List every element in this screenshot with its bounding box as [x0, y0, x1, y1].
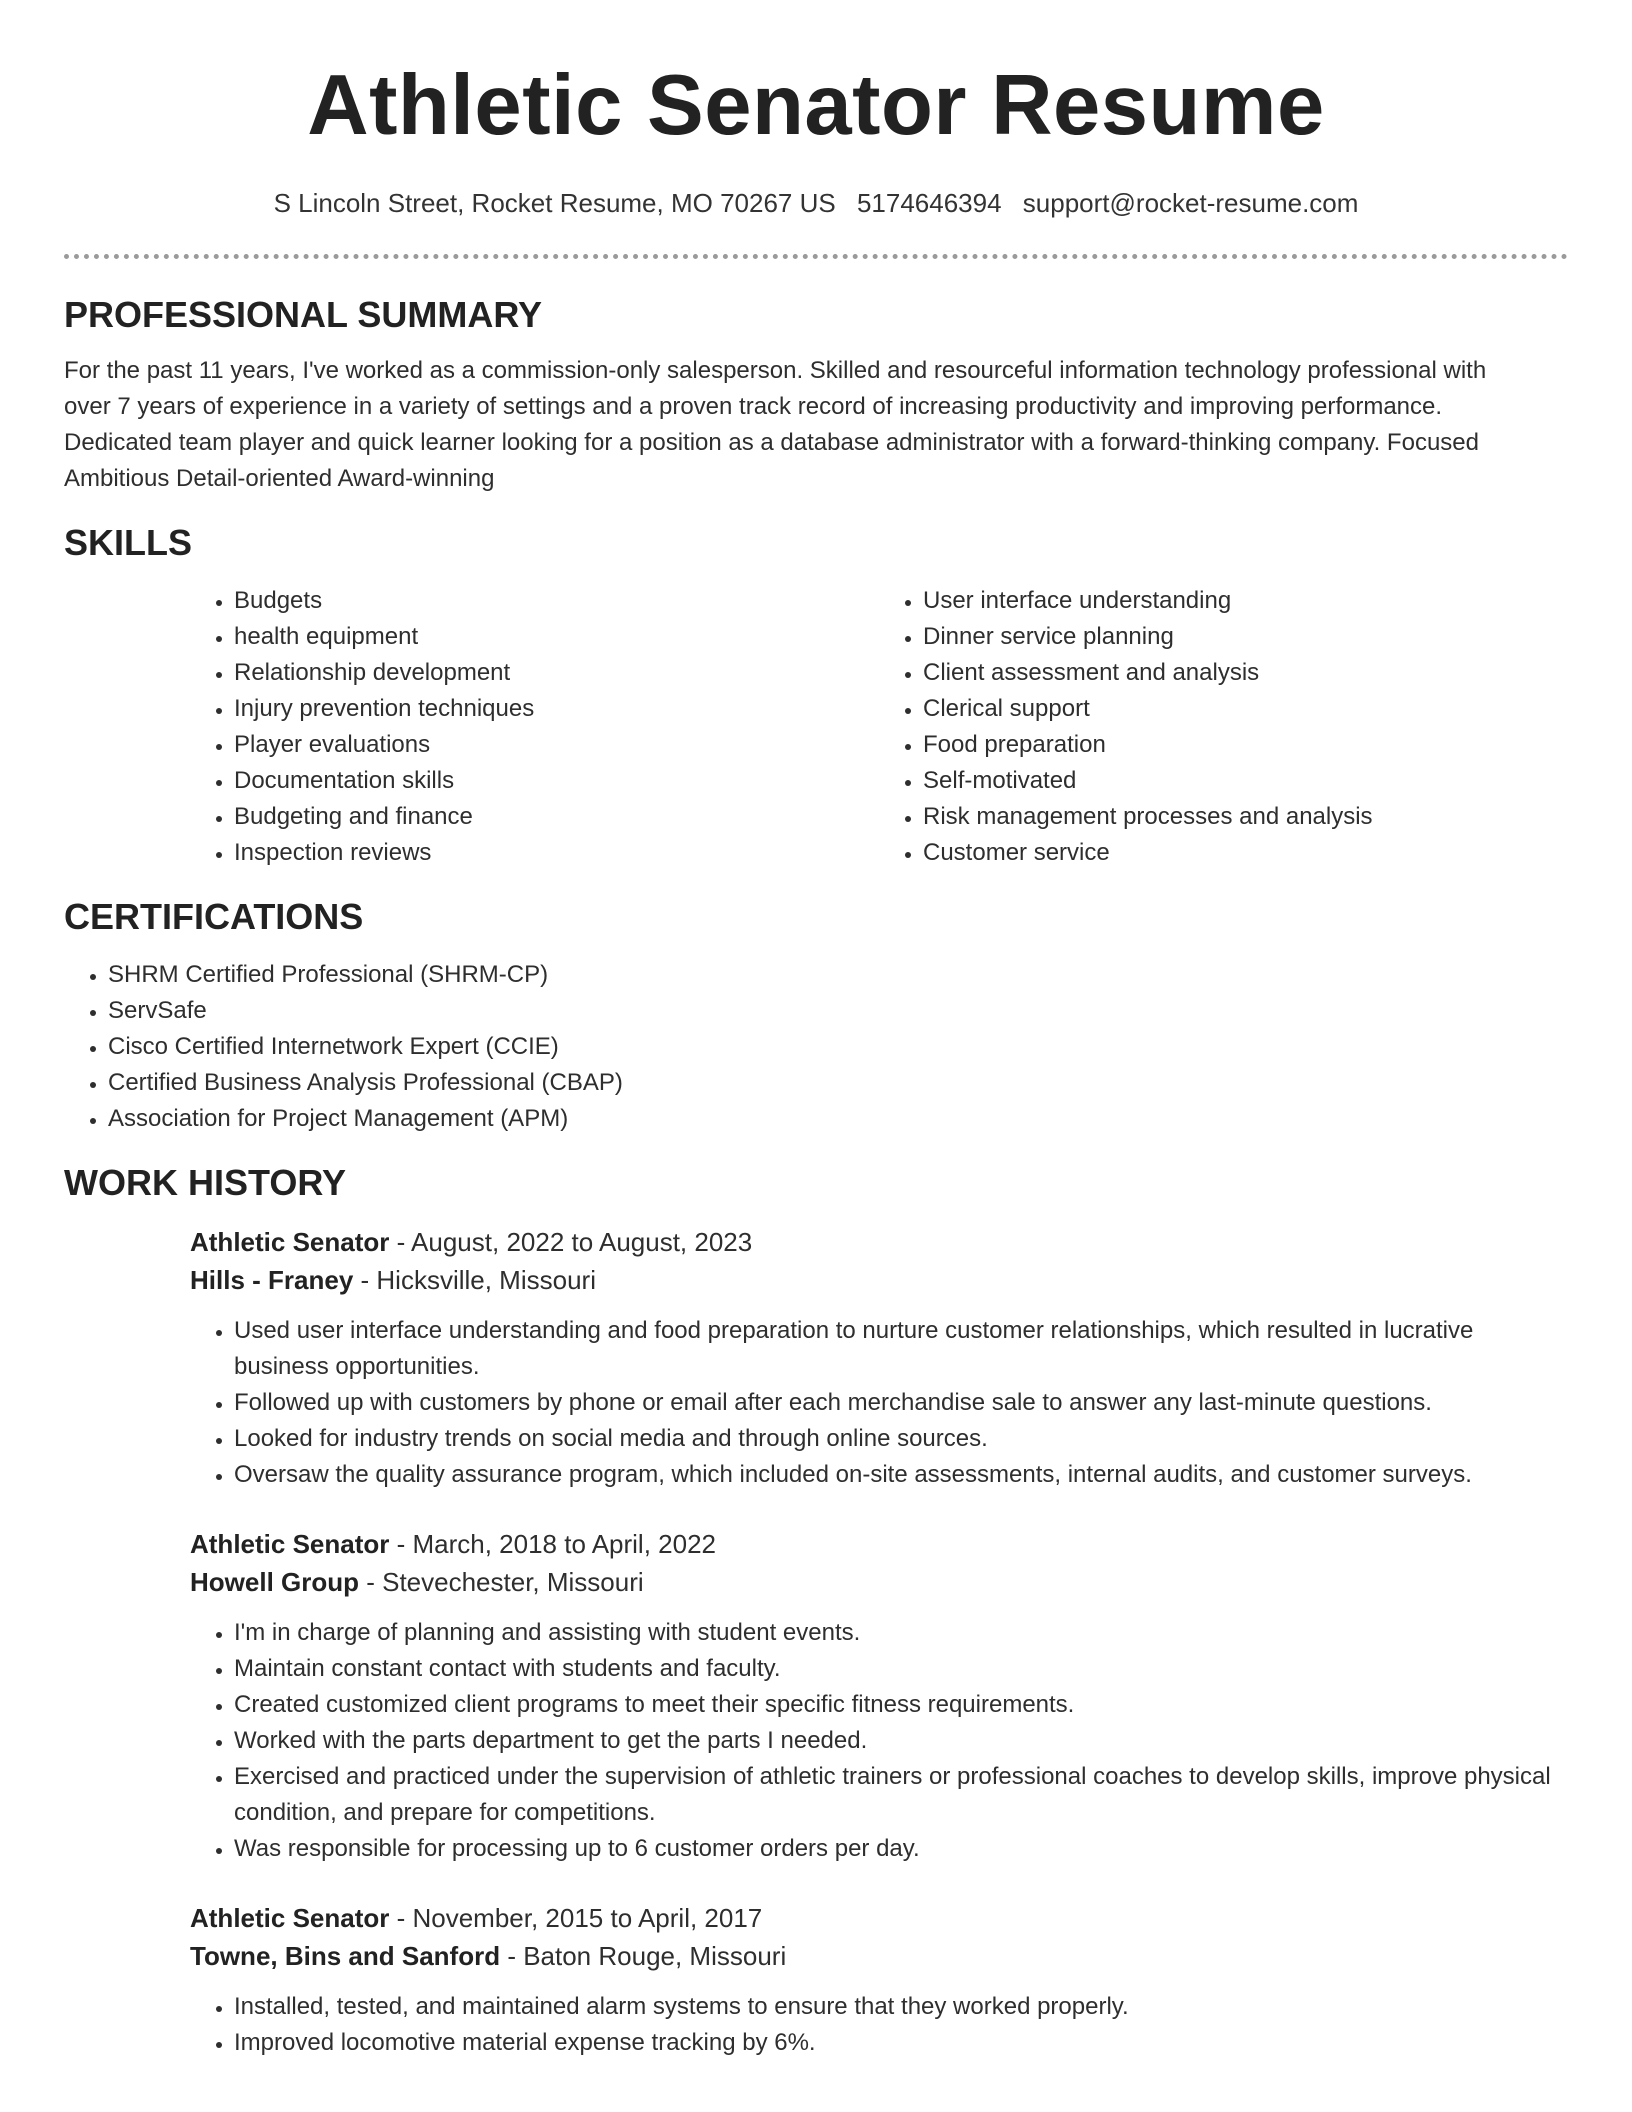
skill-item: • Budgeting and finance [234, 799, 879, 835]
skill-item: • Clerical support [923, 691, 1568, 727]
certification-item: • ServSafe [108, 993, 1568, 1029]
certification-item: • Cisco Certified Internetwork Expert (CCIE) [108, 1029, 1568, 1065]
skill-item: • Injury prevention techniques [234, 691, 879, 727]
summary-heading: PROFESSIONAL SUMMARY [64, 294, 543, 335]
job-bullet: • Maintain constant contact with students and faculty. [234, 1651, 1568, 1687]
job-company: Howell Group [190, 1567, 359, 1597]
job-location: - Hicksville, Missouri [353, 1265, 596, 1295]
skill-item: • Documentation skills [234, 763, 879, 799]
certification-item: • SHRM Certified Professional (SHRM-CP) [108, 957, 1568, 993]
job-bullet: • Followed up with customers by phone or email after each merchandise sale to answer any last-minute questions. [234, 1385, 1568, 1421]
contact-phone: 5174646394 [856, 188, 1002, 218]
work-history-section [64, 1161, 1568, 2061]
skill-item: • Self-motivated [923, 763, 1568, 799]
certifications-section [64, 895, 1568, 1137]
contact-line [64, 186, 1568, 220]
skill-item: • Relationship development [234, 655, 879, 691]
job-bullet: • Worked with the parts department to get the parts I needed. [234, 1723, 1568, 1759]
job-dates: - November, 2015 to April, 2017 [389, 1903, 763, 1933]
job-bullet: • I'm in charge of planning and assisting with student events. [234, 1615, 1568, 1651]
job-dates: - March, 2018 to April, 2022 [389, 1529, 716, 1559]
certification-item: • Certified Business Analysis Professional (CBAP) [108, 1065, 1568, 1101]
job-bullet: • Exercised and practiced under the supervision of athletic trainers or professional coaches to develop skills, improve physical condition, and prepare for competitions. [234, 1759, 1568, 1831]
job-title-line [190, 1525, 1568, 1563]
job-bullets [190, 1313, 1568, 1493]
job-dates: - August, 2022 to August, 2023 [389, 1227, 753, 1257]
job-bullet: • Used user interface understanding and food preparation to nurture customer relationships, which resulted in lucrative business opportunities. [234, 1313, 1568, 1385]
skill-item: • Dinner service planning [923, 619, 1568, 655]
skill-item: • Food preparation [923, 727, 1568, 763]
skills-list-left [190, 583, 879, 871]
contact-address: S Lincoln Street, Rocket Resume, MO 70267 US [273, 188, 836, 218]
job-bullet: • Was responsible for processing up to 6 customer orders per day. [234, 1831, 1568, 1867]
summary-section [64, 293, 1568, 497]
certifications-list [64, 957, 1568, 1137]
job-location: - Stevechester, Missouri [359, 1567, 644, 1597]
job-bullet: • Created customized client programs to meet their specific fitness requirements. [234, 1687, 1568, 1723]
job-title-line [190, 1223, 1568, 1261]
skill-item: • health equipment [234, 619, 879, 655]
job-bullets [190, 1615, 1568, 1867]
certifications-heading: CERTIFICATIONS [64, 896, 364, 937]
job-company-line [190, 1937, 1568, 1975]
skill-item: • Inspection reviews [234, 835, 879, 871]
job-company-line [190, 1563, 1568, 1601]
header-divider [64, 254, 1568, 259]
job-location: - Baton Rouge, Missouri [500, 1941, 787, 1971]
skills-list-right [879, 583, 1568, 871]
skills-heading: SKILLS [64, 522, 193, 563]
job-title: Athletic Senator [190, 1227, 390, 1257]
skill-item: • Client assessment and analysis [923, 655, 1568, 691]
skill-item: • Customer service [923, 835, 1568, 871]
resume-title: Athletic Senator Resume [307, 58, 1325, 153]
skill-item: • Player evaluations [234, 727, 879, 763]
summary-text: For the past 11 years, I've worked as a commission-only salesperson. Skilled and resourceful information technology professional with over 7 years of experience in a variety of settings and a proven track record of increasing productivity and improving performance. Dedicated team player and quick learner looking for a position as a database administrator with a forward-thinking company. Focused Ambitious Detail-oriented Award-winning [64, 357, 1487, 492]
job-entry [190, 1899, 1568, 2061]
skills-columns [190, 583, 1568, 871]
job-bullets [190, 1989, 1568, 2061]
job-company: Hills - Franey [190, 1265, 354, 1295]
certification-item: • Association for Project Management (APM) [108, 1101, 1568, 1137]
job-bullet: • Improved locomotive material expense tracking by 6%. [234, 2025, 1568, 2061]
skill-item: • Budgets [234, 583, 879, 619]
job-title: Athletic Senator [190, 1903, 390, 1933]
job-bullet: • Installed, tested, and maintained alarm systems to ensure that they worked properly. [234, 1989, 1568, 2025]
skill-item: • Risk management processes and analysis [923, 799, 1568, 835]
job-entry [190, 1223, 1568, 1493]
job-company-line [190, 1261, 1568, 1299]
skills-section [64, 521, 1568, 871]
job-bullet: • Looked for industry trends on social media and through online sources. [234, 1421, 1568, 1457]
skill-item: • User interface understanding [923, 583, 1568, 619]
job-title: Athletic Senator [190, 1529, 390, 1559]
job-title-line [190, 1899, 1568, 1937]
work-history-heading: WORK HISTORY [64, 1162, 347, 1203]
job-bullet: • Oversaw the quality assurance program, which included on-site assessments, internal audits, and customer surveys. [234, 1457, 1568, 1493]
contact-email: support@rocket-resume.com [1022, 188, 1359, 218]
job-company: Towne, Bins and Sanford [190, 1941, 501, 1971]
job-entry [190, 1525, 1568, 1867]
